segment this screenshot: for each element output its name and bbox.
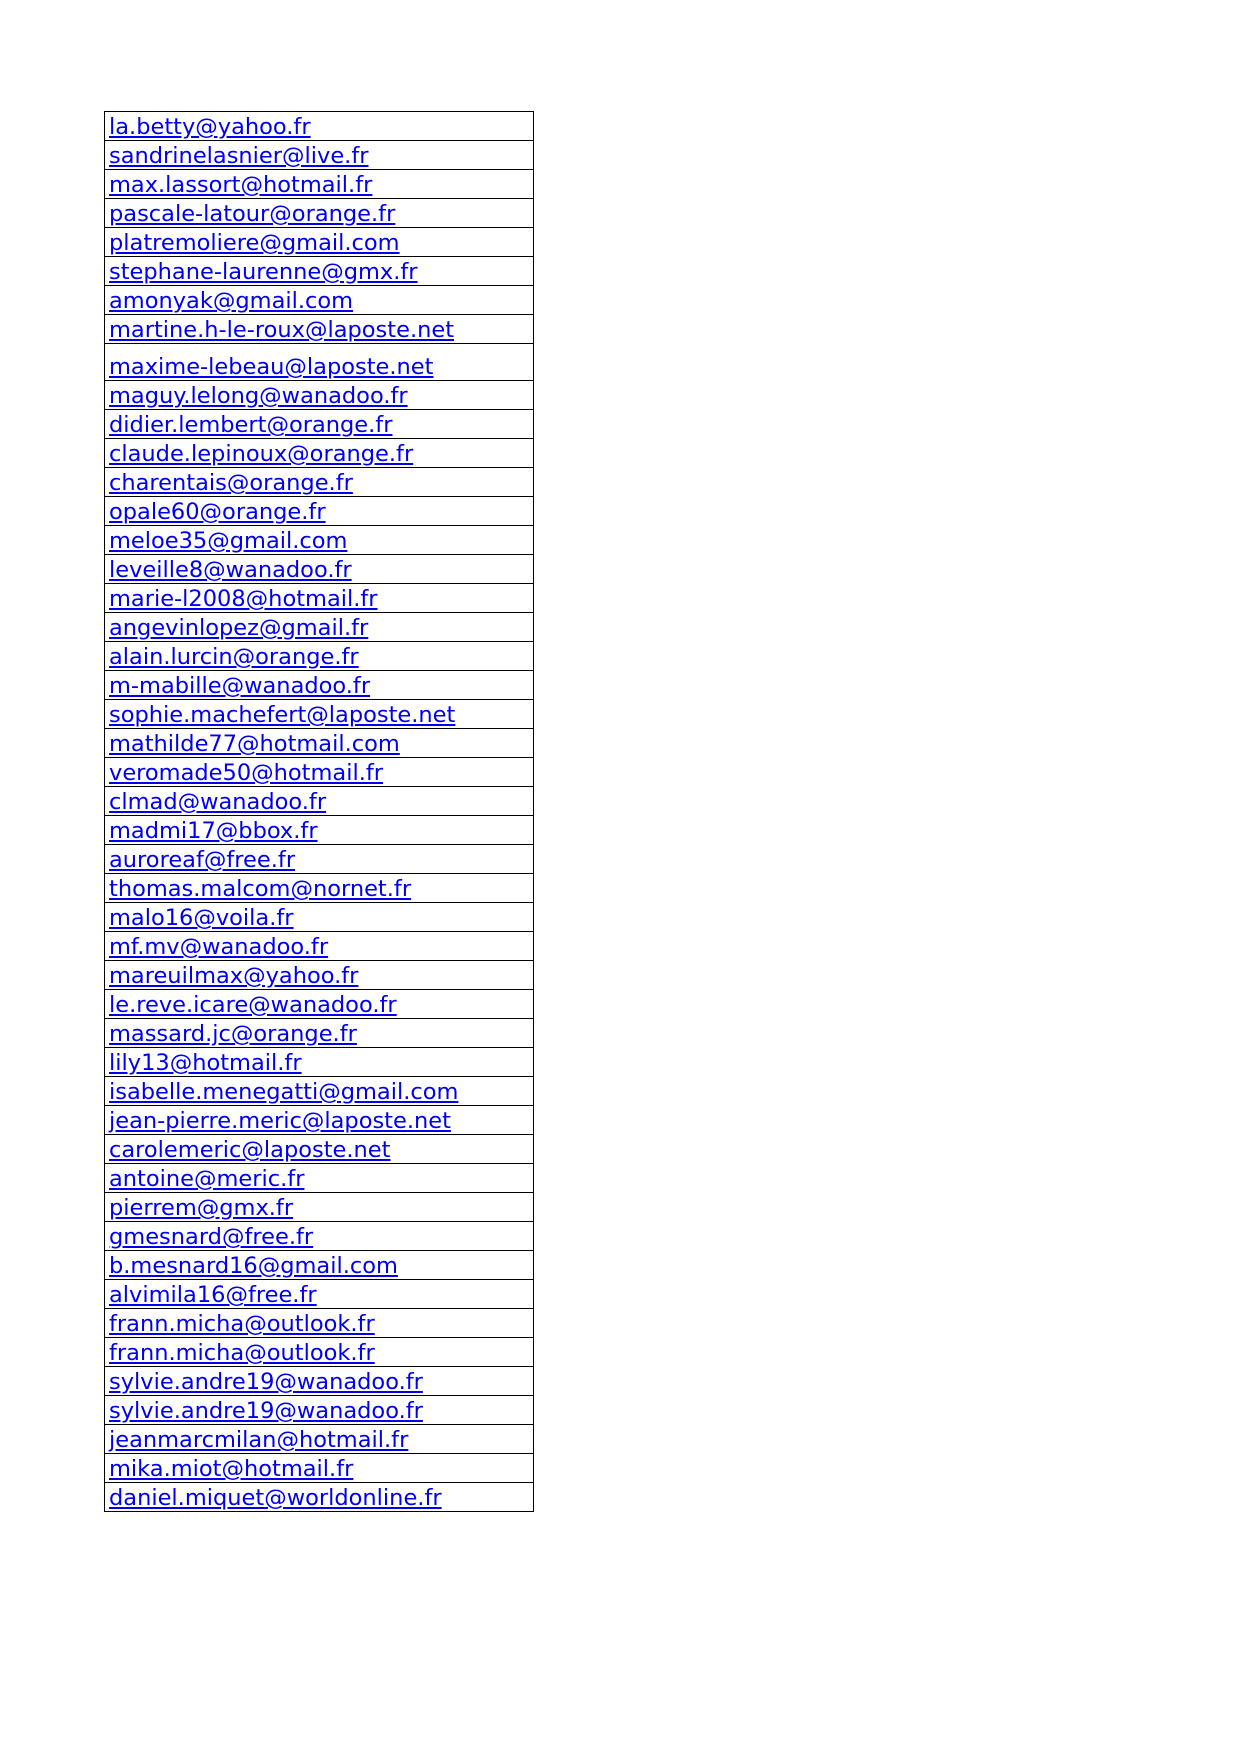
email-cell (105, 758, 534, 787)
table-row (105, 286, 534, 315)
table-row (105, 642, 534, 671)
table-row (105, 1483, 534, 1512)
email-table-body (105, 112, 534, 1512)
email-cell (105, 613, 534, 642)
table-row (105, 497, 534, 526)
email-link[interactable]: m-mabille@wanadoo.fr (109, 673, 371, 699)
email-link[interactable]: martine.h-le-roux@laposte.net (109, 317, 455, 343)
email-link[interactable]: frann.micha@outlook.fr (109, 1340, 375, 1366)
table-row (105, 112, 534, 141)
email-link[interactable]: leveille8@wanadoo.fr (109, 557, 352, 583)
email-cell (105, 816, 534, 845)
table-row (105, 344, 534, 381)
email-cell (105, 990, 534, 1019)
table-row (105, 1309, 534, 1338)
table-row (105, 228, 534, 257)
email-cell (105, 932, 534, 961)
email-cell (105, 584, 534, 613)
email-link[interactable]: platremoliere@gmail.com (109, 230, 400, 256)
table-row (105, 468, 534, 497)
table-row (105, 1019, 534, 1048)
email-cell (105, 1367, 534, 1396)
email-link[interactable]: gmesnard@free.fr (109, 1224, 314, 1250)
email-cell (105, 1164, 534, 1193)
email-link[interactable]: sandrinelasnier@live.fr (109, 143, 369, 169)
email-link[interactable]: sophie.machefert@laposte.net (109, 702, 456, 728)
email-link[interactable]: isabelle.menegatti@gmail.com (109, 1079, 459, 1105)
email-link[interactable]: opale60@orange.fr (109, 499, 326, 525)
email-cell (105, 1193, 534, 1222)
table-row (105, 1164, 534, 1193)
email-cell (105, 874, 534, 903)
email-link[interactable]: auroreaf@free.fr (109, 847, 296, 873)
table-row (105, 1367, 534, 1396)
email-cell (105, 787, 534, 816)
table-row (105, 787, 534, 816)
email-link[interactable]: alain.lurcin@orange.fr (109, 644, 359, 670)
email-link[interactable]: max.lassort@hotmail.fr (109, 172, 373, 198)
email-link[interactable]: maguy.lelong@wanadoo.fr (109, 383, 408, 409)
table-row (105, 141, 534, 170)
table-row (105, 1222, 534, 1251)
email-cell (105, 642, 534, 671)
email-cell (105, 1222, 534, 1251)
email-link[interactable]: pierrem@gmx.fr (109, 1195, 294, 1221)
email-link[interactable]: mika.miot@hotmail.fr (109, 1456, 354, 1482)
email-cell (105, 1425, 534, 1454)
email-link[interactable]: pascale-latour@orange.fr (109, 201, 396, 227)
email-cell (105, 410, 534, 439)
email-table (104, 111, 534, 1512)
email-link[interactable]: meloe35@gmail.com (109, 528, 348, 554)
email-cell (105, 344, 534, 381)
email-cell (105, 170, 534, 199)
email-cell (105, 1077, 534, 1106)
email-link[interactable]: b.mesnard16@gmail.com (109, 1253, 398, 1279)
table-row (105, 816, 534, 845)
email-link[interactable]: maxime-lebeau@laposte.net (109, 354, 434, 380)
email-cell (105, 1396, 534, 1425)
table-row (105, 1106, 534, 1135)
email-cell (105, 1251, 534, 1280)
email-cell (105, 1338, 534, 1367)
table-row (105, 584, 534, 613)
table-row (105, 932, 534, 961)
email-cell (105, 228, 534, 257)
email-link[interactable]: sylvie.andre19@wanadoo.fr (109, 1369, 423, 1395)
email-cell (105, 845, 534, 874)
email-cell (105, 439, 534, 468)
email-cell (105, 1454, 534, 1483)
table-row (105, 1338, 534, 1367)
email-link[interactable]: angevinlopez@gmail.fr (109, 615, 369, 641)
email-link[interactable]: frann.micha@outlook.fr (109, 1311, 375, 1337)
email-link[interactable]: mathilde77@hotmail.com (109, 731, 400, 757)
email-link[interactable]: alvimila16@free.fr (109, 1282, 317, 1308)
table-row (105, 257, 534, 286)
email-cell (105, 729, 534, 758)
table-row (105, 199, 534, 228)
email-link[interactable]: la.betty@yahoo.fr (109, 114, 311, 140)
table-row (105, 315, 534, 344)
table-row (105, 381, 534, 410)
email-link[interactable]: mf.mv@wanadoo.fr (109, 934, 329, 960)
email-link[interactable]: clmad@wanadoo.fr (109, 789, 327, 815)
email-link[interactable]: madmi17@bbox.fr (109, 818, 318, 844)
table-row (105, 700, 534, 729)
table-row (105, 671, 534, 700)
table-row (105, 1251, 534, 1280)
email-link[interactable]: lily13@hotmail.fr (109, 1050, 302, 1076)
email-link[interactable]: sylvie.andre19@wanadoo.fr (109, 1398, 423, 1424)
email-link[interactable]: didier.lembert@orange.fr (109, 412, 393, 438)
email-cell (105, 1048, 534, 1077)
email-cell (105, 1280, 534, 1309)
email-cell (105, 1135, 534, 1164)
table-row (105, 555, 534, 584)
email-cell (105, 1019, 534, 1048)
table-row (105, 410, 534, 439)
email-cell (105, 671, 534, 700)
email-link[interactable]: thomas.malcom@nornet.fr (109, 876, 412, 902)
email-link[interactable]: antoine@meric.fr (109, 1166, 305, 1192)
email-cell (105, 961, 534, 990)
table-row (105, 990, 534, 1019)
email-link[interactable]: malo16@voila.fr (109, 905, 294, 931)
table-row (105, 1396, 534, 1425)
email-link[interactable]: mareuilmax@yahoo.fr (109, 963, 359, 989)
email-cell (105, 1106, 534, 1135)
email-cell (105, 199, 534, 228)
table-row (105, 1280, 534, 1309)
email-link[interactable]: claude.lepinoux@orange.fr (109, 441, 414, 467)
email-cell (105, 526, 534, 555)
email-link[interactable]: daniel.miquet@worldonline.fr (109, 1485, 442, 1511)
table-row (105, 1077, 534, 1106)
table-row (105, 1193, 534, 1222)
table-row (105, 1425, 534, 1454)
email-link[interactable]: charentais@orange.fr (109, 470, 353, 496)
email-cell (105, 112, 534, 141)
table-row (105, 439, 534, 468)
email-cell (105, 141, 534, 170)
email-link[interactable]: amonyak@gmail.com (109, 288, 354, 314)
table-row (105, 613, 534, 642)
table-row (105, 874, 534, 903)
table-row (105, 526, 534, 555)
email-cell (105, 903, 534, 932)
email-cell (105, 497, 534, 526)
email-cell (105, 286, 534, 315)
email-link[interactable]: le.reve.icare@wanadoo.fr (109, 992, 397, 1018)
email-cell (105, 555, 534, 584)
table-row (105, 903, 534, 932)
table-row (105, 1135, 534, 1164)
table-row (105, 170, 534, 199)
email-link[interactable]: jeanmarcmilan@hotmail.fr (109, 1427, 409, 1453)
email-link[interactable]: marie-l2008@hotmail.fr (109, 586, 378, 612)
table-row (105, 845, 534, 874)
email-link[interactable]: massard.jc@orange.fr (109, 1021, 357, 1047)
email-link[interactable]: stephane-laurenne@gmx.fr (109, 259, 418, 285)
table-row (105, 758, 534, 787)
table-row (105, 729, 534, 758)
email-cell (105, 1309, 534, 1338)
email-cell (105, 381, 534, 410)
email-link[interactable]: veromade50@hotmail.fr (109, 760, 384, 786)
email-cell (105, 468, 534, 497)
email-cell (105, 1483, 534, 1512)
email-cell (105, 700, 534, 729)
email-cell (105, 315, 534, 344)
email-link[interactable]: jean-pierre.meric@laposte.net (109, 1108, 451, 1134)
table-row (105, 1048, 534, 1077)
table-row (105, 961, 534, 990)
email-cell (105, 257, 534, 286)
email-link[interactable]: carolemeric@laposte.net (109, 1137, 391, 1163)
table-row (105, 1454, 534, 1483)
